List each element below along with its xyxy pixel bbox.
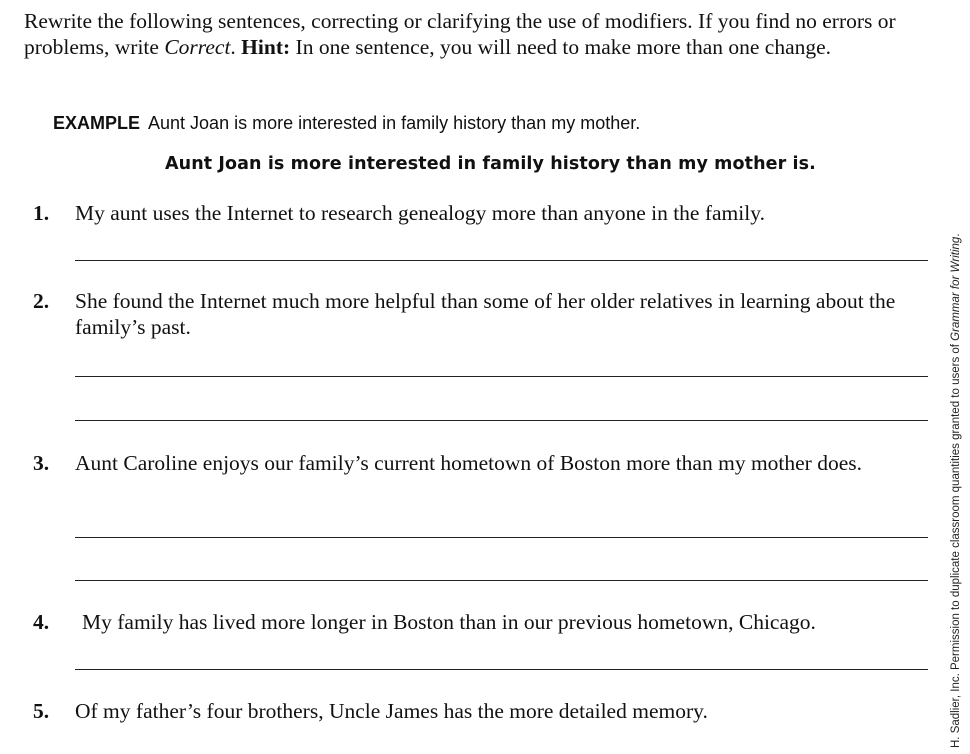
example-sentence: Aunt Joan is more interested in family history than my mother.: [148, 113, 641, 133]
answer-line[interactable]: [75, 376, 928, 377]
instructions-punct: .: [230, 35, 242, 59]
hint-text: In one sentence, you will need to make more than one change.: [290, 35, 832, 59]
item-sentence: She found the Internet much more helpful than some of her older relatives in learning about the family’s past.: [75, 289, 896, 339]
answer-line[interactable]: [75, 669, 928, 670]
hint-label: Hint:: [241, 35, 291, 59]
book-title: Grammar for Writing: [950, 236, 962, 341]
copyright-notice: [950, 233, 962, 748]
item-number: 2.: [33, 289, 50, 313]
item-sentence: Of my father’s four brothers, Uncle James has the more detailed memory.: [75, 699, 708, 723]
item-number: 5.: [33, 699, 50, 723]
example: [53, 113, 640, 134]
instructions-text: Rewrite the following sentences, correcting or clarifying the use of modifiers. If you find no errors or problems, write: [24, 9, 896, 59]
item-number: 3.: [33, 451, 50, 475]
item-number: 1.: [33, 201, 50, 225]
copyright-text: H. Sadlier, Inc. Permission to duplicate classroom quantities granted to users of: [950, 340, 962, 748]
item-sentence: My aunt uses the Internet to research genealogy more than anyone in the family.: [75, 201, 765, 225]
copyright-end: .: [950, 233, 962, 237]
answer-line[interactable]: [75, 580, 928, 581]
item-number: 4.: [33, 610, 50, 634]
item-sentence: My family has lived more longer in Boston than in our previous hometown, Chicago.: [82, 610, 816, 634]
correct-word: Correct: [164, 35, 231, 59]
example-label: EXAMPLE: [53, 113, 141, 133]
instructions: [24, 8, 934, 60]
item-sentence: Aunt Caroline enjoys our family’s current hometown of Boston more than my mother does.: [75, 451, 862, 475]
answer-line[interactable]: [75, 420, 928, 421]
example-answer: Aunt Joan is more interested in family history than my mother is.: [165, 154, 816, 174]
answer-line[interactable]: [75, 537, 928, 538]
answer-line[interactable]: [75, 260, 928, 261]
